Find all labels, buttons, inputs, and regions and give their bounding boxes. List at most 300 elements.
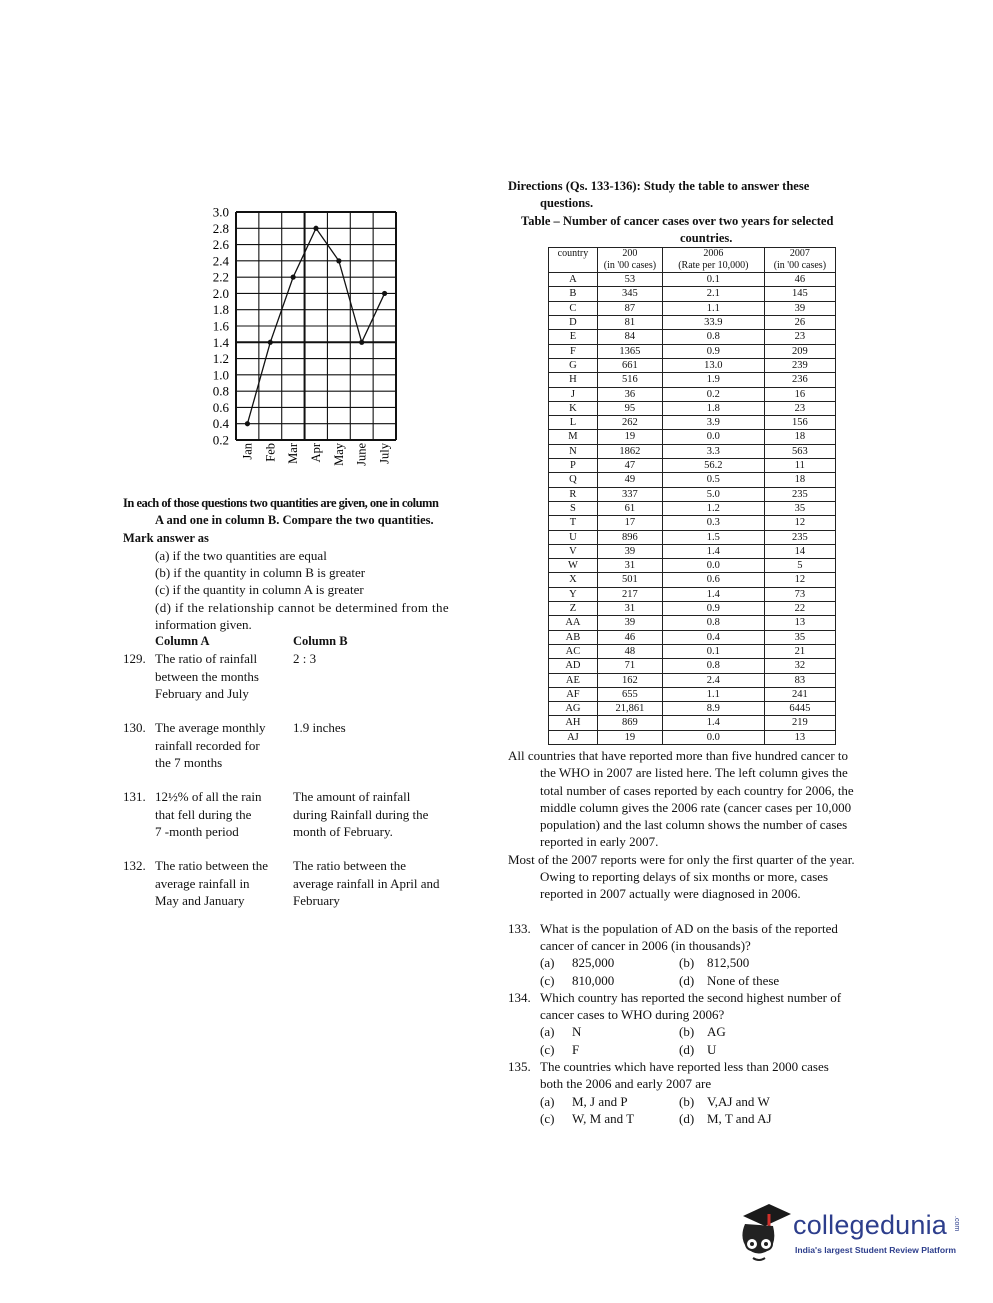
cell-2006-rate: 0.5: [662, 473, 764, 487]
directions-line2: questions.: [540, 196, 594, 211]
y-tick-label: 0.8: [212, 383, 229, 399]
note-line: Owing to reporting delays of six months or more, cases: [540, 869, 829, 885]
option-label: (d): [679, 1041, 695, 1057]
cell-country: AJ: [549, 730, 598, 744]
data-point: [268, 340, 273, 345]
table-row: [549, 373, 836, 387]
header-col2-unit: (Rate per 10,000): [678, 260, 749, 272]
col-a-text: rainfall recorded for: [155, 737, 260, 753]
col-a-text: The ratio between the: [155, 858, 268, 874]
y-tick-label: 2.4: [212, 253, 229, 269]
option-text: M, T and AJ: [707, 1110, 772, 1126]
table-row: [549, 387, 836, 401]
y-tick-label: 2.0: [212, 285, 229, 301]
table-row: [549, 702, 836, 716]
col-b-text: The ratio between the: [293, 858, 406, 874]
cell-country: AD: [549, 659, 598, 673]
cell-2006-cases: 21,861: [597, 702, 662, 716]
cell-country: T: [549, 516, 598, 530]
cell-country: D: [549, 316, 598, 330]
cell-country: B: [549, 287, 598, 301]
question-number: 132.: [123, 858, 146, 874]
cell-2006-rate: 0.8: [662, 616, 764, 630]
cell-2007-cases: 73: [764, 587, 835, 601]
cell-2006-cases: 46: [597, 630, 662, 644]
table-row: [549, 473, 836, 487]
table-row: [549, 516, 836, 530]
col-b-text: February: [293, 892, 340, 908]
cell-2007-cases: 11: [764, 459, 835, 473]
header-col1-year: 200: [622, 248, 638, 260]
note-line: All countries that have reported more than five hundred cancer to: [508, 747, 849, 763]
question-number: 133.: [508, 920, 531, 936]
option-a: (a) if the two quantities are equal: [155, 547, 327, 563]
question-number: 135.: [508, 1059, 531, 1075]
table-row: [549, 330, 836, 344]
cell-2006-rate: 1.9: [662, 373, 764, 387]
table-title-line1: Table – Number of cancer cases over two years for selected: [521, 213, 834, 228]
cell-2006-cases: 39: [597, 616, 662, 630]
note-line: Most of the 2007 reports were for only the first quarter of the year.: [508, 851, 855, 867]
cell-2007-cases: 236: [764, 373, 835, 387]
cell-2007-cases: 6445: [764, 702, 835, 716]
table-row: [549, 644, 836, 658]
table-row: [549, 616, 836, 630]
x-tick-label: Jan: [240, 443, 255, 460]
cell-2006-rate: 1.4: [662, 716, 764, 730]
header-col1: [597, 248, 662, 273]
cell-2006-rate: 0.0: [662, 430, 764, 444]
option-label: (b): [679, 1093, 695, 1109]
cell-country: N: [549, 444, 598, 458]
col-a-text: May and January: [155, 892, 245, 908]
data-point: [245, 421, 250, 426]
data-point: [291, 275, 296, 280]
cell-country: AA: [549, 616, 598, 630]
option-text: 825,000: [572, 955, 615, 971]
header-col1-unit: (in '00 cases): [603, 260, 657, 272]
table-row: [549, 487, 836, 501]
table-body: [549, 273, 836, 745]
cell-2006-cases: 71: [597, 659, 662, 673]
cell-2006-cases: 87: [597, 301, 662, 315]
option-text: U: [707, 1041, 717, 1057]
cell-country: P: [549, 459, 598, 473]
cell-2006-rate: 3.3: [662, 444, 764, 458]
cell-2006-rate: 0.6: [662, 573, 764, 587]
cell-2007-cases: 21: [764, 644, 835, 658]
option-label: (a): [540, 955, 555, 971]
header-col3-unit: (in '00 cases): [773, 260, 827, 272]
cell-country: AC: [549, 644, 598, 658]
table-row: [549, 301, 836, 315]
table-row: [549, 501, 836, 515]
cell-2006-rate: 0.9: [662, 602, 764, 616]
cell-2006-rate: 1.5: [662, 530, 764, 544]
note-line: total number of cases reported by each country for 2006, the: [540, 782, 854, 798]
cell-country: AF: [549, 687, 598, 701]
data-point: [359, 340, 364, 345]
option-label: (a): [540, 1024, 555, 1040]
intro-line2: A and one in column B. Compare the two quantities.: [155, 513, 434, 528]
cell-country: AE: [549, 673, 598, 687]
option-text: F: [572, 1041, 580, 1057]
cancer-table-section: [508, 178, 880, 1127]
table-row: [549, 287, 836, 301]
cell-country: F: [549, 344, 598, 358]
cell-2007-cases: 18: [764, 473, 835, 487]
cell-2006-rate: 2.1: [662, 287, 764, 301]
option-label: (d): [679, 972, 695, 988]
cell-country: V: [549, 544, 598, 558]
col-b-text: The amount of rainfall: [293, 789, 411, 805]
column-a-header: Column A: [155, 634, 210, 649]
question-number: 131.: [123, 789, 146, 805]
option-text: 810,000: [572, 972, 615, 988]
cell-2006-cases: 95: [597, 401, 662, 415]
cell-2006-cases: 19: [597, 430, 662, 444]
cell-country: H: [549, 373, 598, 387]
cancer-cases-table: [548, 247, 836, 745]
cell-2007-cases: 145: [764, 287, 835, 301]
y-tick-labels: [213, 205, 230, 448]
cell-2006-cases: 19: [597, 730, 662, 744]
cell-2006-cases: 48: [597, 644, 662, 658]
cell-2007-cases: 18: [764, 430, 835, 444]
cell-2006-cases: 31: [597, 559, 662, 573]
data-point: [336, 258, 341, 263]
cell-country: L: [549, 416, 598, 430]
x-tick-labels: [240, 442, 391, 466]
directions-line1: Directions (Qs. 133-136): Study the table to answer these: [508, 179, 810, 193]
y-tick-label: 2.8: [212, 220, 229, 236]
cell-2006-cases: 869: [597, 716, 662, 730]
col-b-text: average rainfall in April and: [293, 875, 440, 891]
cell-2006-rate: 0.8: [662, 330, 764, 344]
cell-2006-rate: 8.9: [662, 702, 764, 716]
option-b: (b) if the quantity in column B is greater: [155, 565, 366, 581]
y-tick-label: 1.0: [212, 367, 229, 383]
cell-2006-cases: 17: [597, 516, 662, 530]
cell-2006-rate: 1.2: [662, 501, 764, 515]
cell-2006-cases: 655: [597, 687, 662, 701]
table-row: [549, 659, 836, 673]
col-a-text: The average monthly: [155, 720, 266, 736]
option-label: (b): [679, 1024, 695, 1040]
cell-country: AH: [549, 716, 598, 730]
cell-2007-cases: 13: [764, 616, 835, 630]
cell-2006-rate: 0.4: [662, 630, 764, 644]
cell-2006-rate: 33.9: [662, 316, 764, 330]
cell-2006-rate: 0.1: [662, 273, 764, 287]
col-b-text: 1.9 inches: [293, 720, 346, 736]
cell-2007-cases: 83: [764, 673, 835, 687]
col-a-text: February and July: [155, 685, 249, 701]
cell-2006-rate: 1.4: [662, 544, 764, 558]
note-line: reported in 2007 actually were diagnosed in 2006.: [540, 886, 801, 902]
cell-2007-cases: 241: [764, 687, 835, 701]
cell-2006-cases: 36: [597, 387, 662, 401]
col-b-text: month of February.: [293, 823, 393, 839]
cell-2007-cases: 235: [764, 530, 835, 544]
cell-2006-cases: 47: [597, 459, 662, 473]
cell-2006-rate: 0.0: [662, 559, 764, 573]
question-number: 129.: [123, 651, 146, 667]
option-label: (c): [540, 1041, 555, 1057]
cell-2007-cases: 26: [764, 316, 835, 330]
question-130: [123, 719, 493, 788]
cell-2007-cases: 23: [764, 330, 835, 344]
option-text: V,AJ and W: [707, 1093, 770, 1109]
note-line: middle column gives the 2006 rate (cancer cases per 10,000: [540, 799, 852, 815]
x-tick-label: July: [377, 443, 392, 464]
question-number: 130.: [123, 720, 146, 736]
cell-2006-cases: 337: [597, 487, 662, 501]
cell-country: R: [549, 487, 598, 501]
table-row: [549, 559, 836, 573]
rainfall-line-chart: [200, 200, 415, 475]
note-paragraph-1: [508, 747, 880, 851]
cell-2006-cases: 61: [597, 501, 662, 515]
cell-2006-rate: 13.0: [662, 358, 764, 372]
cell-2006-rate: 56.2: [662, 459, 764, 473]
cell-2006-cases: 81: [597, 316, 662, 330]
cell-2007-cases: 16: [764, 387, 835, 401]
y-tick-label: 1.4: [212, 334, 229, 350]
cell-2006-cases: 162: [597, 673, 662, 687]
table-row: [549, 687, 836, 701]
table-row: [549, 416, 836, 430]
y-tick-label: 2.2: [212, 269, 229, 285]
note-line: population) and the last column shows the number of cases: [540, 817, 848, 833]
option-label: (c): [540, 972, 555, 988]
cell-2007-cases: 12: [764, 573, 835, 587]
table-row: [549, 630, 836, 644]
cell-2006-rate: 0.2: [662, 387, 764, 401]
y-tick-label: 0.4: [212, 416, 229, 432]
question-135: [508, 1058, 880, 1127]
option-c: (c) if the quantity in column A is greater: [155, 582, 364, 598]
cell-2007-cases: 14: [764, 544, 835, 558]
data-point: [382, 291, 387, 296]
table-row: [549, 273, 836, 287]
cell-2006-cases: 84: [597, 330, 662, 344]
cell-2007-cases: 219: [764, 716, 835, 730]
table-row: [549, 673, 836, 687]
cell-country: AB: [549, 630, 598, 644]
header-col3: [764, 248, 835, 273]
cell-2006-cases: 49: [597, 473, 662, 487]
cell-2007-cases: 35: [764, 630, 835, 644]
cell-2007-cases: 13: [764, 730, 835, 744]
x-tick-label: June: [354, 443, 369, 466]
option-label: (c): [540, 1110, 555, 1126]
cell-country: W: [549, 559, 598, 573]
cell-2006-rate: 0.0: [662, 730, 764, 744]
option-text: W, M and T: [572, 1110, 635, 1126]
column-b-header: Column B: [293, 634, 348, 649]
x-tick-label: Apr: [309, 443, 323, 463]
cell-2006-cases: 31: [597, 602, 662, 616]
question-text: cancer cases to WHO during 2006?: [540, 1007, 725, 1023]
x-tick-label: Mar: [286, 443, 301, 464]
col-a-text: between the months: [155, 668, 259, 684]
data-point: [313, 226, 318, 231]
header-col2-year: 2006: [703, 248, 724, 260]
cell-country: AG: [549, 702, 598, 716]
cell-country: U: [549, 530, 598, 544]
brand-name: collegedunia: [793, 1210, 948, 1240]
option-text: M, J and P: [572, 1093, 628, 1109]
table-row: [549, 344, 836, 358]
cell-2007-cases: 5: [764, 559, 835, 573]
table-row: [549, 401, 836, 415]
question-number: 134.: [508, 989, 531, 1005]
cell-2006-rate: 1.1: [662, 301, 764, 315]
cell-2007-cases: 35: [764, 501, 835, 515]
comparison-questions: [123, 495, 493, 917]
cell-2007-cases: 209: [764, 344, 835, 358]
cell-2007-cases: 156: [764, 416, 835, 430]
cell-2006-cases: 1862: [597, 444, 662, 458]
col-a-text: 7 -month period: [155, 823, 239, 839]
note-line: the WHO in 2007 are listed here. The left column gives the: [540, 765, 848, 781]
cell-2006-rate: 0.8: [662, 659, 764, 673]
table-row: [549, 602, 836, 616]
cell-2006-cases: 53: [597, 273, 662, 287]
cell-2006-rate: 3.9: [662, 416, 764, 430]
cell-2006-rate: 0.3: [662, 516, 764, 530]
question-131: [123, 788, 493, 857]
y-tick-label: 1.6: [212, 318, 229, 334]
col-b-text: during Rainfall during the: [293, 806, 429, 822]
question-132: [123, 857, 493, 917]
cell-2006-cases: 345: [597, 287, 662, 301]
cell-country: J: [549, 387, 598, 401]
col-a-text: 12½% of all the rain: [155, 789, 262, 805]
table-row: [549, 444, 836, 458]
option-text: N: [572, 1024, 582, 1040]
cell-2007-cases: 46: [764, 273, 835, 287]
table-row: [549, 459, 836, 473]
cell-country: K: [549, 401, 598, 415]
cell-2007-cases: 39: [764, 301, 835, 315]
table-row: [549, 587, 836, 601]
cell-country: Z: [549, 602, 598, 616]
y-tick-label: 0.2: [212, 432, 229, 448]
table-row: [549, 316, 836, 330]
option-d-cont: information given.: [155, 617, 252, 633]
cell-2007-cases: 23: [764, 401, 835, 415]
header-col3-year: 2007: [789, 248, 810, 260]
col-a-text: average rainfall in: [155, 875, 250, 891]
cell-country: E: [549, 330, 598, 344]
table-row: [549, 430, 836, 444]
cell-2006-cases: 262: [597, 416, 662, 430]
student-mascot-icon: [735, 1198, 793, 1270]
question-133: [508, 920, 880, 989]
note-paragraph-2: [508, 851, 880, 903]
cell-country: S: [549, 501, 598, 515]
col-a-text: The ratio of rainfall: [155, 651, 258, 667]
cell-2007-cases: 239: [764, 358, 835, 372]
y-tick-label: 1.8: [212, 302, 229, 318]
cell-2006-rate: 5.0: [662, 487, 764, 501]
cell-2006-rate: 2.4: [662, 673, 764, 687]
option-text: None of these: [707, 972, 780, 988]
collegedunia-logo: [735, 1198, 965, 1270]
cell-2006-cases: 217: [597, 587, 662, 601]
header-country: country: [549, 248, 598, 273]
y-tick-label: 1.2: [212, 351, 229, 367]
cell-country: M: [549, 430, 598, 444]
cell-2006-rate: 0.9: [662, 344, 764, 358]
option-d: (d) if the relationship cannot be determined from the: [155, 599, 450, 615]
cell-country: G: [549, 358, 598, 372]
chart-grid: [236, 212, 396, 440]
cell-2007-cases: 32: [764, 659, 835, 673]
cell-2006-cases: 39: [597, 544, 662, 558]
col-a-text: the 7 months: [155, 754, 223, 770]
cell-2006-rate: 0.1: [662, 644, 764, 658]
cell-2006-cases: 1365: [597, 344, 662, 358]
option-label: (b): [679, 955, 695, 971]
question-text: Which country has reported the second highest number of: [540, 989, 842, 1005]
col-a-text: that fell during the: [155, 806, 252, 822]
question-129: [123, 650, 493, 719]
header-col2: [662, 248, 764, 273]
brand-tagline: India's largest Student Review Platform: [795, 1245, 957, 1255]
cell-2006-rate: 1.8: [662, 401, 764, 415]
cell-2006-cases: 501: [597, 573, 662, 587]
table-row: [549, 530, 836, 544]
cell-country: Q: [549, 473, 598, 487]
option-label: (d): [679, 1110, 695, 1126]
cell-2006-rate: 1.1: [662, 687, 764, 701]
intro-line1: In each of those questions two quantities are given, one in column: [123, 496, 439, 510]
cell-country: C: [549, 301, 598, 315]
cell-2007-cases: 12: [764, 516, 835, 530]
cell-country: Y: [549, 587, 598, 601]
table-row: [549, 573, 836, 587]
option-text: AG: [707, 1024, 726, 1040]
table-row: [549, 358, 836, 372]
table-row: [549, 716, 836, 730]
table-title-line2: countries.: [680, 230, 733, 245]
mark-answer-label: Mark answer as: [123, 530, 209, 545]
cell-2006-cases: 516: [597, 373, 662, 387]
table-row: [549, 544, 836, 558]
x-tick-label: Feb: [263, 443, 278, 462]
table-header-row: [549, 248, 836, 273]
note-line: reported in early 2007.: [540, 834, 659, 850]
question-text: The countries which have reported less than 2000 cases: [540, 1059, 829, 1075]
col-b-text: 2 : 3: [293, 651, 317, 667]
cell-2006-cases: 896: [597, 530, 662, 544]
cell-country: X: [549, 573, 598, 587]
option-label: (a): [540, 1093, 555, 1109]
y-tick-label: 3.0: [212, 204, 229, 220]
cell-2007-cases: 22: [764, 602, 835, 616]
question-text: What is the population of AD on the basis of the reported: [540, 920, 838, 936]
question-text: cancer of cancer in 2006 (in thousands)?: [540, 937, 751, 953]
cell-2007-cases: 235: [764, 487, 835, 501]
brand-dotcom: .com: [953, 1216, 960, 1232]
question-text: both the 2006 and early 2007 are: [540, 1076, 712, 1092]
question-134: [508, 989, 880, 1058]
y-tick-label: 2.6: [212, 237, 229, 253]
table-row: [549, 730, 836, 744]
